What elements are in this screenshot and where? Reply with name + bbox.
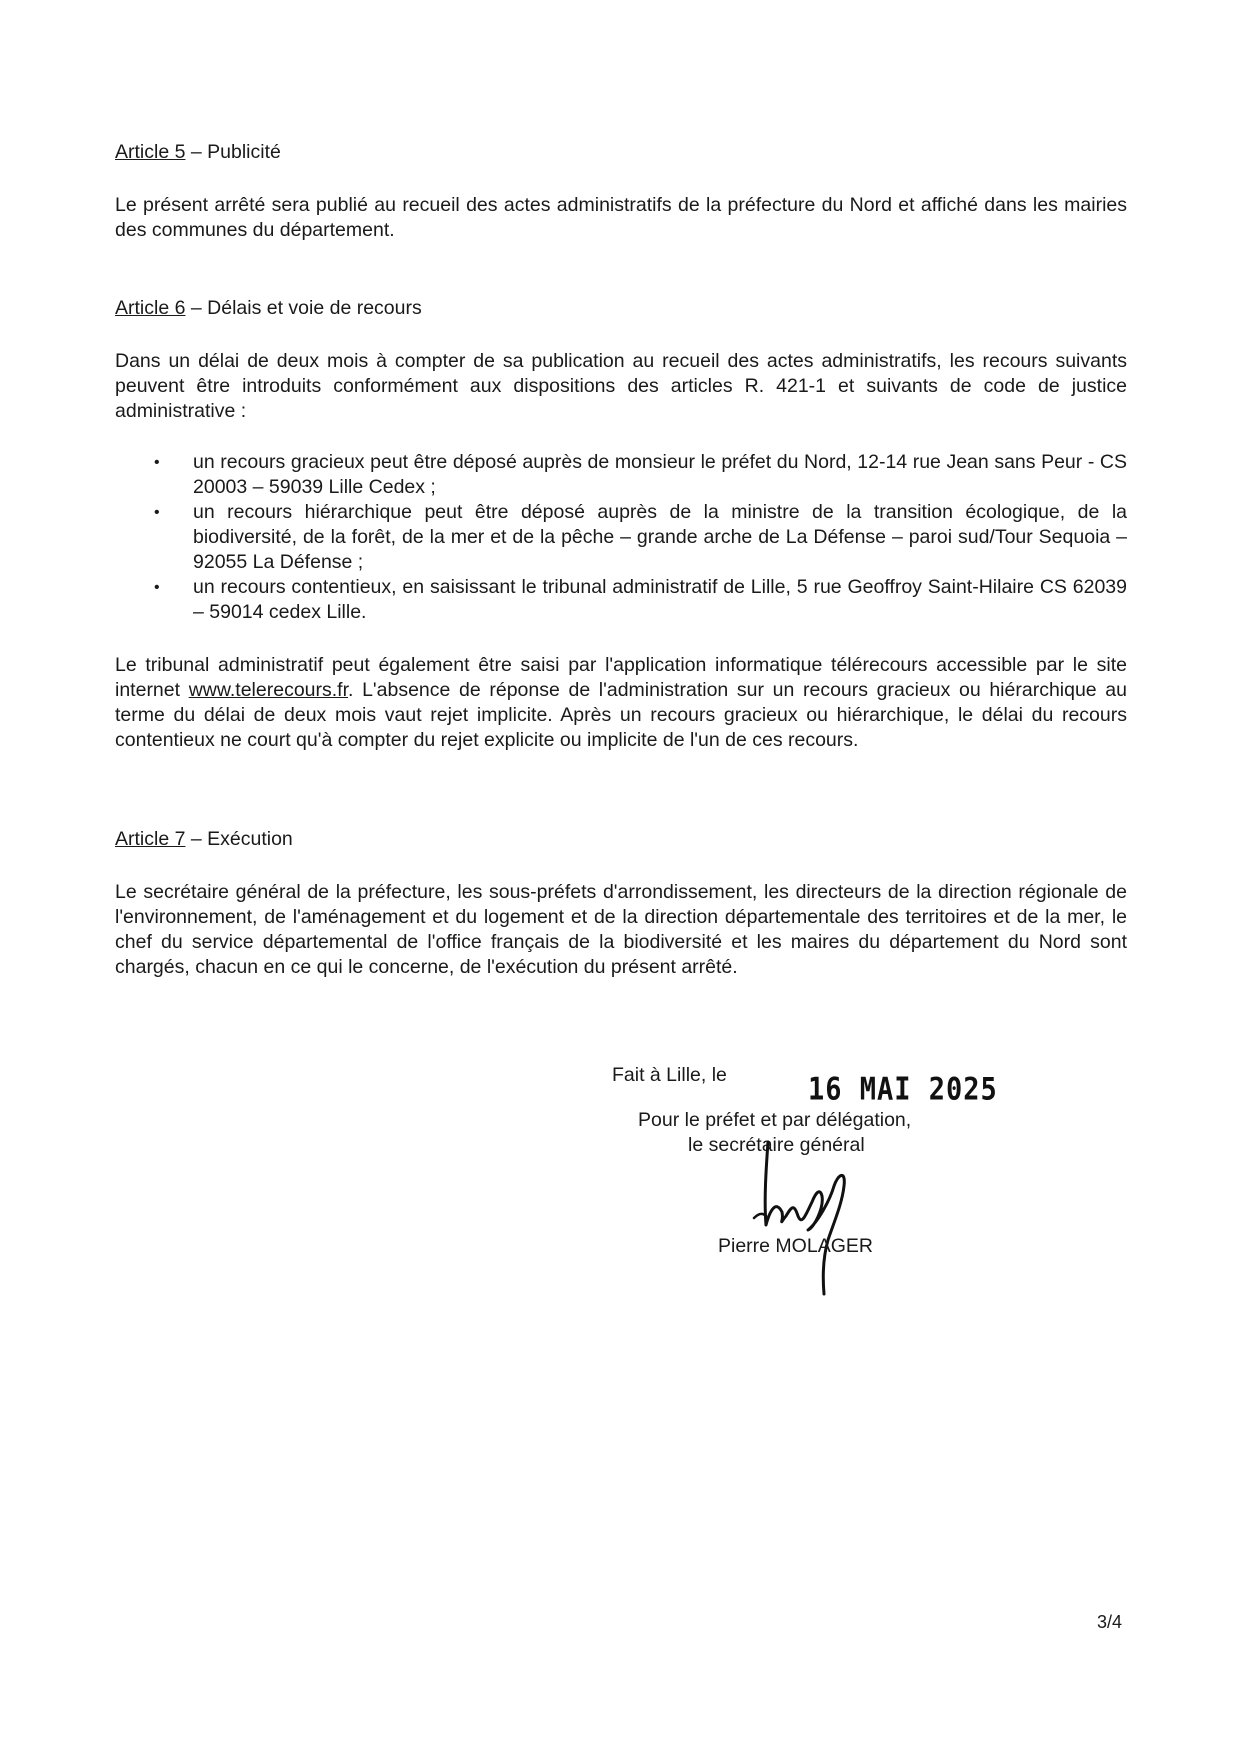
article-5-title: Publicité xyxy=(207,141,281,163)
article-7-body xyxy=(115,880,1127,980)
closing-text-after-link: . L'absence de réponse de l'administration sur un recours gracieux ou hiérarchique au terme du délai de deux mois vaut rejet implicite. Après un recours gracieux ou hiérarchique, le délai du recours contentieux ne court qu'à compter du rejet explicite ou implicite de l'un de ces recours. xyxy=(115,679,1127,751)
article-7-number: Article 7 xyxy=(115,828,186,850)
date-stamp: 16 MAI 2025 xyxy=(808,1072,998,1108)
recours-gracieux-text: un recours gracieux peut être déposé auprès de monsieur le préfet du Nord, 12-14 rue Jean sans Peur - CS 20003 – 59039 Lille Cedex ; xyxy=(193,451,1127,498)
article-6-closing xyxy=(115,653,1127,753)
list-item xyxy=(150,575,1127,625)
article-6-intro-paragraph: Dans un délai de deux mois à compter de sa publication au recueil des actes administratifs, les recours suivants peuvent être introduits conformément aux dispositions des articles R. 421-1 et suivants de code de justice administrative : xyxy=(115,350,1127,422)
recours-contentieux-text: un recours contentieux, en saisissant le tribunal administratif de Lille, 5 rue Geoffroy Saint-Hilaire CS 62039 – 59014 cedex Lille. xyxy=(193,576,1127,623)
article-7-heading xyxy=(115,827,293,852)
signer-name: Pierre MOLAGER xyxy=(718,1235,873,1257)
bullet-icon: • xyxy=(154,454,160,471)
telerecours-link[interactable]: www.telerecours.fr xyxy=(188,679,349,701)
recours-list xyxy=(150,450,1127,625)
article-5-body xyxy=(115,193,1127,243)
handwritten-signature xyxy=(748,1130,878,1300)
article-5-separator: – xyxy=(185,141,208,163)
delegation-line-2: le secrétaire général xyxy=(688,1134,865,1156)
bullet-icon: • xyxy=(154,579,160,596)
list-item xyxy=(150,500,1127,575)
delegation-line-1: Pour le préfet et par délégation, xyxy=(638,1109,912,1131)
list-item xyxy=(150,450,1127,500)
signature-place: Fait à Lille, le xyxy=(612,1064,727,1086)
recours-hierarchique-text: un recours hiérarchique peut être déposé auprès de la ministre de la transition écologique, de la biodiversité, de la forêt, de la mer et de la pêche – grande arche de La Défense – paroi sud/Tour Sequoia – 92055 La Défense ; xyxy=(193,501,1127,573)
article-6-number: Article 6 xyxy=(115,297,186,319)
article-7-paragraph: Le secrétaire général de la préfecture, les sous-préfets d'arrondissement, les directeurs de la direction régionale de l'environnement, de l'aménagement et du logement et de la direction départementale des territoires et de la mer, le chef du service départemental de l'office français de la biodiversité et les maires du département du Nord sont chargés, chacun en ce qui le concerne, de l'exécution du présent arrêté. xyxy=(115,881,1127,978)
article-5-heading xyxy=(115,140,281,165)
article-7-title: Exécution xyxy=(207,828,293,850)
article-6-separator: – xyxy=(185,297,208,319)
article-7-separator: – xyxy=(185,828,208,850)
article-6-closing-paragraph xyxy=(115,653,1127,753)
article-5-paragraph: Le présent arrêté sera publié au recueil des actes administratifs de la préfecture du Nord et affiché dans les mairies des communes du département. xyxy=(115,194,1127,241)
article-6-heading xyxy=(115,296,422,321)
article-5-number: Article 5 xyxy=(115,141,186,163)
bullet-icon: • xyxy=(154,504,160,521)
page-number: 3/4 xyxy=(1097,1612,1123,1632)
article-6-title: Délais et voie de recours xyxy=(207,297,422,319)
closing-text-before-link: Le tribunal administratif peut également être saisi par l'application informatique télérecours accessible par le site internet xyxy=(115,654,1127,701)
article-6-intro xyxy=(115,349,1127,424)
